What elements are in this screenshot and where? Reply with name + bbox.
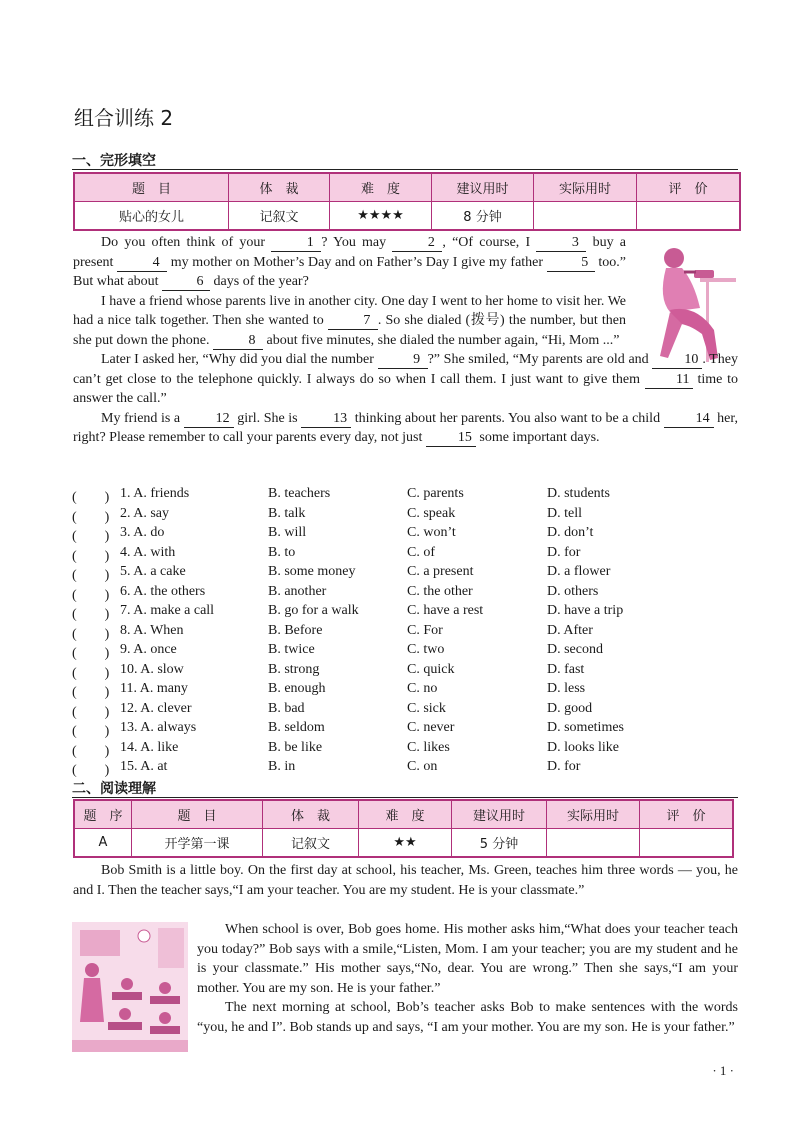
option-b: B. to [268,544,296,560]
blank-14[interactable]: 14 [664,410,714,428]
option-a: 5. A. a cake [120,564,186,579]
option-c: C. speak [407,505,456,521]
cloze-passage: Do you often think of your 1 ? You may 2 , “Of course, I 3 buy a present 4 my mother on Mother’s Day and on Father’s Day I give my father 5 too.” But what about 6 days of the year? I have a friend whose parents live in another city. One day I went to her home to visit her. We had a nice talk together. Then she wanted to 7 . So she dialed (拨号) the number, but then she put down the phone. 8 about five minutes, she dialed the number again, “Hi, Mom ...” Later I asked her, “Why did you dial the number 9 ?” She smiled, “My parents are old and 10 . They can’t get close to the telephone quickly. I always do so when I call them. I just want to give them 11 time to answer the call.” My friend is a 12 girl. She is 13 thinking about her parents. You also want to be a child 14 her, right? Please remember to call your parents every day, not just 15 some important days. [73,235,738,445]
option-b: B. another [268,583,327,599]
option-b: B. Before [268,622,323,638]
option-d: D. good [547,700,593,716]
option-d: D. sometimes [547,720,624,735]
blank-12[interactable]: 12 [184,410,234,428]
option-d: D. fast [547,661,585,677]
option-b: B. in [268,759,296,774]
option-c: C. of [407,544,435,560]
option-b: B. will [268,525,307,540]
td-difficulty: ★★ [359,829,452,858]
option-d: D. students [547,486,610,501]
td-title: 开学第一课 [132,829,263,858]
answer-paren[interactable]: ( ) [72,763,110,778]
option-a: 11. A. many [120,681,188,696]
option-d: D. others [547,583,599,599]
blank-11[interactable]: 11 [645,371,693,389]
blank-3[interactable]: 3 [536,234,586,252]
blank-10[interactable]: 10 [652,351,702,369]
section1-heading: 一、完形填空 [72,153,156,169]
td-actual-time[interactable] [547,829,640,858]
question-row [72,603,738,623]
answer-paren[interactable]: ( ) [72,626,110,642]
question-row [72,506,738,526]
td-rating[interactable] [640,829,734,858]
question-row [72,681,738,701]
reading-p1: Bob Smith is a little boy. On the first day at school, his teacher, Ms. Green, teaches him three words — you, he and I. Then the teacher says,“I am your teacher. You are my student. He is your classmate.” [73,863,738,898]
option-d: D. After [547,622,593,638]
blank-4[interactable]: 4 [117,254,167,272]
option-d: D. have a trip [547,603,624,618]
option-d: D. for [547,759,581,774]
blank-5[interactable]: 5 [547,254,595,272]
th-genre: 体 裁 [229,173,330,202]
option-d: D. tell [547,505,582,521]
option-c: C. won’t [407,525,456,540]
question-row [72,545,738,565]
option-b: B. bad [268,700,305,716]
th-title: 题 目 [74,173,229,202]
reading-p2-p3: When school is over, Bob goes home. His mother asks him,“What does your teacher teach you today?” Bob says with a smile,“Listen, Mom. I am your teacher; you are my student and he is your classmate.” His mother says,“No, dear. You are wrong.” Then she says,“I am your mother. You are my son. He is your father.” The next morning at school, Bob’s teacher asks Bob to make sentences with the words “you, he and I”. Bob stands up and says, “I am your mother. You are my son. He is your father.” [197,922,738,1035]
question-row [72,740,738,760]
option-d: D. less [547,681,586,696]
question-list [72,486,738,779]
blank-9[interactable]: 9 [378,351,428,369]
td-rating[interactable] [637,202,741,231]
answer-paren[interactable]: ( ) [72,607,110,622]
td-difficulty: ★★★★ [330,202,432,231]
answer-paren[interactable]: ( ) [72,646,110,661]
option-a: 1. A. friends [120,486,190,501]
option-d: D. a flower [547,564,611,579]
question-row [72,701,738,721]
option-c: C. a present [407,564,474,579]
question-row [72,564,738,584]
question-row [72,623,738,643]
td-genre: 记叙文 [263,829,359,858]
blank-13[interactable]: 13 [301,410,351,428]
answer-paren[interactable]: ( ) [72,548,110,564]
answer-paren[interactable]: ( ) [72,685,110,700]
page-number: · 1 · [712,1063,734,1078]
question-row [72,525,738,545]
th-number: 题 序 [74,800,132,829]
page-title: 组合训练 2 [74,106,174,130]
th-rating: 评 价 [640,800,734,829]
blank-15[interactable]: 15 [426,429,476,447]
td-suggested-time: 8 分钟 [432,202,534,231]
answer-paren[interactable]: ( ) [72,704,110,720]
option-d: D. looks like [547,739,619,755]
td-actual-time[interactable] [534,202,637,231]
question-row [72,642,738,662]
answer-paren[interactable]: ( ) [72,529,110,544]
section2-rule [72,797,738,798]
question-row [72,759,738,779]
option-b: B. strong [268,661,320,677]
option-c: C. have a rest [407,603,484,618]
answer-paren[interactable]: ( ) [72,568,110,583]
option-d: D. don’t [547,525,594,540]
section2-heading: 二、阅读理解 [72,781,156,797]
th-actual-time: 实际用时 [547,800,640,829]
th-difficulty: 难 度 [359,800,452,829]
td-number: A [74,829,132,858]
option-a: 4. A. with [120,544,176,560]
answer-paren[interactable]: ( ) [72,743,110,759]
th-genre: 体 裁 [263,800,359,829]
option-c: C. the other [407,583,473,599]
answer-paren[interactable]: ( ) [72,509,110,525]
td-genre: 记叙文 [229,202,330,231]
option-d: D. second [547,642,603,657]
th-suggested-time: 建议用时 [452,800,547,829]
option-a: 15. A. at [120,759,168,774]
blank-2[interactable]: 2 [392,234,442,252]
option-a: 2. A. say [120,505,169,521]
option-c: C. never [407,720,455,735]
blank-1[interactable]: 1 [271,234,321,252]
option-a: 6. A. the others [120,583,206,599]
option-b: B. talk [268,505,306,521]
option-c: C. sick [407,700,446,716]
option-d: D. for [547,544,581,560]
question-row [72,584,738,604]
option-c: C. two [407,642,445,657]
option-b: B. seldom [268,720,325,735]
option-a: 7. A. make a call [120,603,215,618]
th-difficulty: 难 度 [330,173,432,202]
blank-6[interactable]: 6 [162,273,210,291]
td-title: 贴心的女儿 [74,202,229,231]
th-suggested-time: 建议用时 [432,173,534,202]
section1-info-table [73,172,741,231]
option-b: B. twice [268,642,315,657]
answer-paren[interactable]: ( ) [72,665,110,681]
option-c: C. likes [407,739,450,755]
classroom-illustration [72,922,188,1052]
answer-paren[interactable]: ( ) [72,724,110,739]
option-a: 8. A. When [120,622,184,638]
section1-rule [72,169,738,170]
th-actual-time: 实际用时 [534,173,637,202]
answer-paren[interactable]: ( ) [72,587,110,603]
question-row [72,486,738,506]
option-c: C. For [407,622,443,638]
option-a: 3. A. do [120,525,165,540]
option-a: 12. A. clever [120,700,192,716]
option-c: C. parents [407,486,464,501]
option-b: B. teachers [268,486,331,501]
option-c: C. on [407,759,438,774]
option-c: C. quick [407,661,455,677]
option-a: 10. A. slow [120,661,184,677]
option-a: 14. A. like [120,739,179,755]
th-rating: 评 价 [637,173,741,202]
question-row [72,662,738,682]
td-suggested-time: 5 分钟 [452,829,547,858]
option-c: C. no [407,681,438,696]
th-title: 题 目 [132,800,263,829]
question-row [72,720,738,740]
option-a: 9. A. once [120,642,177,657]
option-b: B. enough [268,681,326,696]
option-b: B. go for a walk [268,603,359,618]
option-b: B. be like [268,739,323,755]
blank-8[interactable]: 8 [213,332,263,350]
answer-paren[interactable]: ( ) [72,490,110,505]
option-a: 13. A. always [120,720,197,735]
blank-7[interactable]: 7 [328,312,378,330]
section2-info-table [73,799,734,858]
option-b: B. some money [268,564,356,579]
